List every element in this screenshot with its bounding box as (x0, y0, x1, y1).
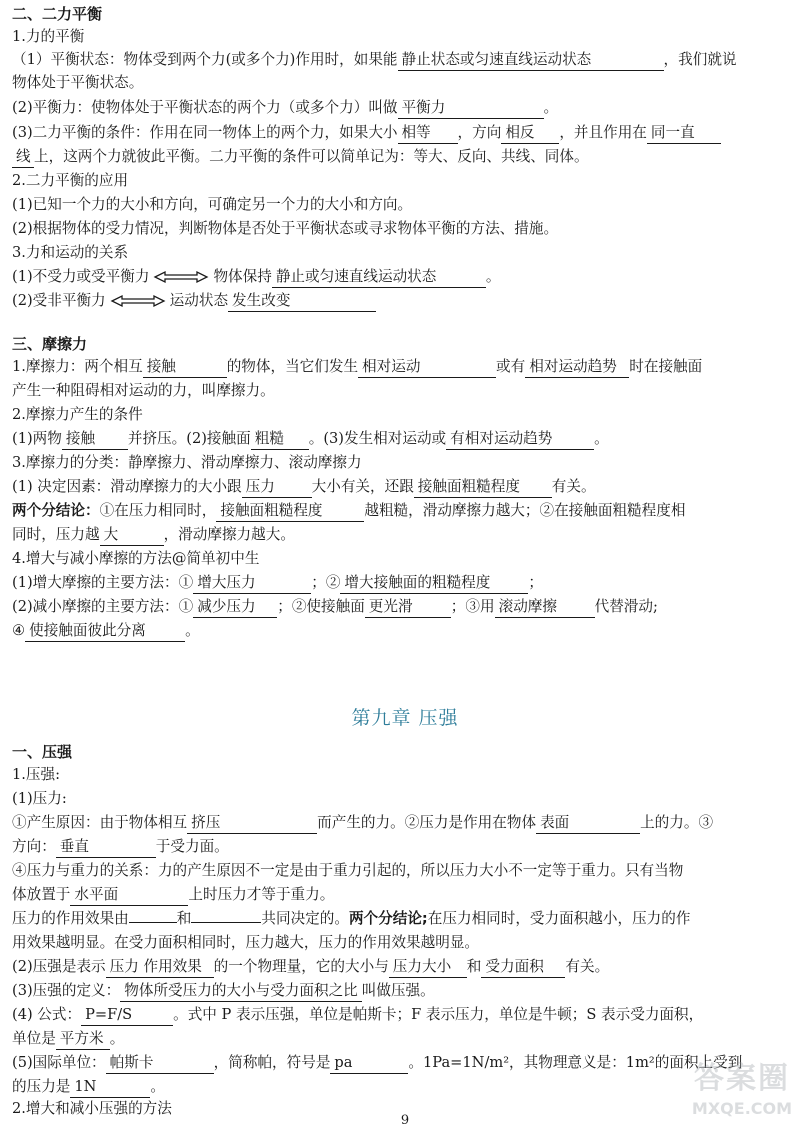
answer-blank: 帕斯卡 (106, 1053, 214, 1074)
answer-blank: 静止状态或匀速直线运动状态 (398, 50, 664, 71)
answer-blank: 静止或匀速直线运动状态 (272, 267, 486, 288)
subheading: 1.压强: (12, 766, 61, 783)
text-line: 1.摩擦力：两个相互 接触 的物体，当它们发生 相对运动 或有 相对运动趋势 时在接触面 (12, 355, 802, 379)
answer-blank: 粗糙 (251, 429, 309, 450)
subheading: 3.摩擦力的分类：静摩擦力、滑动摩擦力、滚动摩擦力 (12, 454, 362, 471)
text-line: （1）平衡状态：物体受到两个力(或多个力)作用时，如果能 静止状态或匀速直线运动状态 ，我们就说 (12, 48, 802, 72)
text-line: 用效果越明显。在受力面积相同时，压力越大，压力的作用效果越明显。 (12, 934, 480, 951)
text-line: (1)两物 接触 并挤压。(2)接触面 粗糙 。(3)发生相对运动或 有相对运动趋势 。 (12, 427, 802, 451)
answer-blank: 接触 (62, 429, 128, 450)
text-line: 压力的作用效果由 和 共同决定的。两个分结论;在压力相同时，受力面积越小，压力的作 (12, 910, 691, 927)
answer-blank (129, 921, 177, 923)
answer-blank: 使接触面彼此分离 (25, 621, 185, 642)
text-line: 方向： 垂直 于受力面。 (12, 835, 802, 859)
subheading: 3.力和运动的关系 (12, 244, 129, 261)
text-line: 两个分结论：①在压力相同时， 接触面粗糙程度 越粗糙，滑动摩擦力越大；②在接触面粗糙程度相 (12, 499, 802, 523)
answer-blank: 平方米 (56, 1029, 110, 1050)
answer-blank: 接触面粗糙程度 (414, 477, 552, 498)
answer-blank: pa (330, 1053, 408, 1074)
subheading: 2.增大和减小压强的方法 (12, 1100, 172, 1117)
answer-blank: 接触 (143, 357, 227, 378)
section-title-balance: 二、二力平衡 (12, 5, 103, 23)
text-line: 产生一种阻碍相对运动的力，叫摩擦力。 (12, 382, 275, 399)
answer-blank: 滚动摩擦 (495, 597, 595, 618)
double-arrow-icon (110, 294, 166, 308)
double-arrow-icon (153, 270, 209, 284)
text-line: ④压力与重力的关系：力的产生原因不一定是由于重力引起的，所以压力大小不一定等于重力。只有当物 (12, 862, 684, 879)
subheading: 2.摩擦力产生的条件 (12, 406, 143, 423)
text-line: 单位是 平方米 。 (12, 1027, 802, 1051)
section-title-pressure: 一、压强 (12, 743, 73, 761)
subheading: 4.增大与减小摩擦的方法@简单初中生 (12, 550, 260, 567)
answer-blank: 发生改变 (228, 291, 376, 312)
chapter-title: 第九章 压强 (351, 707, 459, 729)
subheading: 1.力的平衡 (12, 28, 85, 45)
answer-blank: 表面 (536, 813, 640, 834)
answer-blank (191, 921, 261, 923)
answer-blank: 更光滑 (365, 597, 451, 618)
text-line: 的压力是 1N 。 (12, 1075, 802, 1099)
text-line: (2)平衡力：使物体处于平衡状态的两个力（或多个力）叫做 平衡力 。 (12, 96, 802, 120)
answer-blank: 压力大小 (389, 957, 467, 978)
answer-blank: 接触面粗糙程度 (216, 501, 364, 522)
text-line: (5)国际单位： 帕斯卡 ，简称帕，符号是 pa 。1Pa=1N/m²，其物理意义是：1m²的面积上受到 (12, 1051, 802, 1075)
answer-blank: 挤压 (187, 813, 317, 834)
text-line: (1) 决定因素：滑动摩擦力的大小跟 压力 大小有关，还跟 接触面粗糙程度 有关。 (12, 475, 802, 499)
text-line: (1)已知一个力的大小和方向，可确定另一个力的大小和方向。 (12, 196, 413, 213)
text-line: (2)受非平衡力 运动状态 发生改变 (12, 289, 802, 313)
text-line: 体放置于 水平面 上时压力才等于重力。 (12, 883, 802, 907)
answer-blank: 减少压力 (193, 597, 277, 618)
answer-blank: 压力 作用效果 (106, 957, 214, 978)
text-line: ①产生原因：由于物体相互 挤压 而产生的力。②压力是作用在物体 表面 上的力。③ (12, 811, 802, 835)
answer-blank: 压力 (242, 477, 312, 498)
text-line: 同时，压力越 大 ，滑动摩擦力越大。 (12, 523, 802, 547)
answer-blank: 1N (70, 1077, 150, 1098)
answer-blank: 受力面积 (481, 957, 565, 978)
text-line: (1)不受力或受平衡力 物体保持 静止或匀速直线运动状态 。 (12, 265, 802, 289)
page-number: 9 (400, 1113, 410, 1128)
text-line: ④ 使接触面彼此分离 。 (12, 619, 802, 643)
answer-blank: 有相对运动趋势 (446, 429, 594, 450)
text-line: (3)二力平衡的条件：作用在同一物体上的两个力，如果大小 相等 ，方向 相反 ，并且作用在 同一直 (12, 121, 802, 145)
answer-blank: 相等 (398, 123, 458, 144)
answer-blank: 相对运动趋势 (525, 357, 629, 378)
text-line: (4) 公式： P=F/S 。式中 P 表示压强，单位是帕斯卡；F 表示压力，单位是牛顿；S 表示受力面积， (12, 1003, 802, 1027)
answer-blank: 大 (100, 525, 164, 546)
subheading: 2.二力平衡的应用 (12, 172, 129, 189)
answer-blank: 平衡力 (398, 98, 544, 119)
text-line: (1)增大摩擦的主要方法：① 增大压力 ；② 增大接触面的粗糙程度 ； (12, 571, 802, 595)
text-line: (2)减小摩擦的主要方法：① 减少压力 ；②使接触面 更光滑 ；③用 滚动摩擦 代替滑动; (12, 595, 802, 619)
answer-blank: 同一直 (647, 123, 721, 144)
watermark-logo: 答案圈 MXQE.COM (691, 1061, 793, 1118)
text-line: 物体处于平衡状态。 (12, 74, 144, 91)
text-line: (3)压强的定义： 物体所受压力的大小与受力面积之比 叫做压强。 (12, 979, 802, 1003)
section-title-friction: 三、摩擦力 (12, 335, 88, 353)
answer-blank: 增大接触面的粗糙程度 (340, 573, 528, 594)
text-line: 线 上，这两个力就彼此平衡。二力平衡的条件可以简单记为：等大、反向、共线、同体。 (12, 145, 802, 169)
text-line: (2)根据物体的受力情况，判断物体是否处于平衡状态或寻求物体平衡的方法、措施。 (12, 220, 559, 237)
subheading: (1)压力: (12, 790, 67, 807)
answer-blank: 相反 (501, 123, 559, 144)
answer-blank: 物体所受压力的大小与受力面积之比 (120, 981, 362, 1002)
answer-blank: P=F/S (81, 1005, 173, 1026)
answer-blank: 水平面 (70, 885, 188, 906)
text-line: (2)压强是表示 压力 作用效果 的一个物理量，它的大小与 压力大小 和 受力面积 有关。 (12, 955, 802, 979)
answer-blank: 增大压力 (193, 573, 311, 594)
answer-blank: 垂直 (56, 837, 156, 858)
answer-blank: 相对运动 (358, 357, 496, 378)
answer-blank: 线 (12, 147, 34, 168)
